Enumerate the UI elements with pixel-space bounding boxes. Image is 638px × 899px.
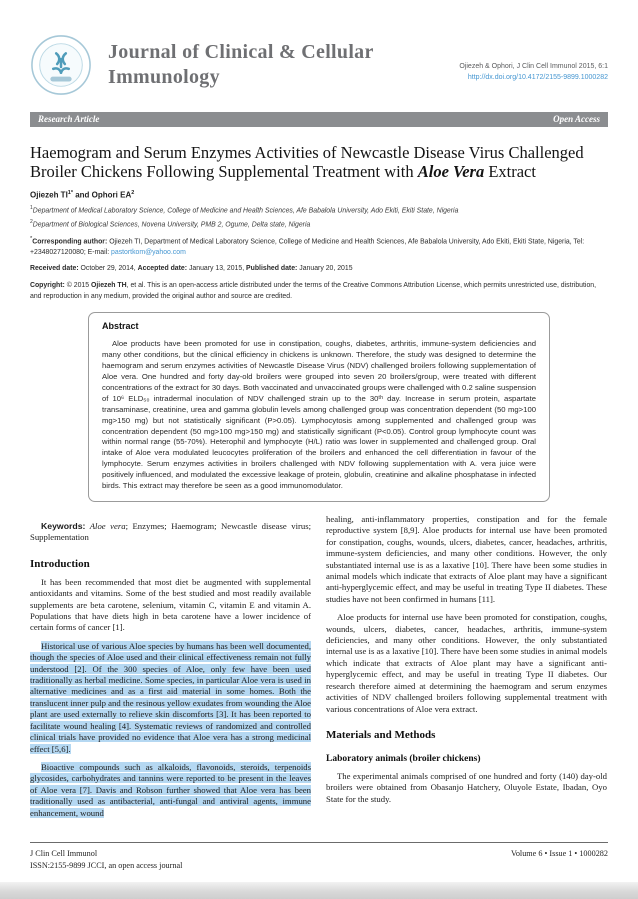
affiliation-2-superscript: 2 <box>30 219 33 226</box>
journal-name-line1: Journal of Clinical & Cellular <box>108 41 374 63</box>
page-bottom-edge <box>0 882 638 899</box>
copyright-label: Copyright: <box>30 281 65 289</box>
article-body <box>30 514 608 819</box>
keywords-line <box>30 521 311 544</box>
footer-journal-name: J Clin Cell Immunol <box>30 849 98 859</box>
abstract-text: Aloe products have been promoted for use in constipation, coughs, diabetes, arthritis, immune-system deficiencies and many other conditions, but the clinical efficiency in chickens is unknown. Therefore, the study was designed to determine the haemogram and serum enzymes activities of Newcastle Disease Virus (NDV) challenged broilers following supplementation of Aloe vera. One hundred and forty day-old broilers were grouped into seven 20 broilers/group, were treated with different concentrations of the extract for 30 days. Both vaccinated and unvaccinated groups were challenged with 0.2 saline suspension of 10⁶ ELD₅₀ intradermal inoculation of NDV challenged strain up to the 30ᵗʰ day. Increase in serum protein, aspartate transaminase, creatinine, urea and gamma globulin levels among challenged group was concentration dependent (50 mg>100 mg>150 mg) but not statistically significant (P>0.05). Lymphocytosis among supplemented and challenged group was concentration dependent (50 mg>100 mg>150 mg) and statistically significant (P<0.05). Control group lymphocyte count was within normal range (55-70%). Heterophil and lymphocyte (H/L) ratio was lower in supplemented and challenged group. Oral intake of Aloe vera modulated leucocytes proliferation of the broilers and enhanced the cell differentiation in favour of the lymphocyte. Serum enzymes activities in broilers challenged with NDV following supplementation with A. vera juice were positively influenced, and modulated the excessive leakage of protein, globulin, creatinine and alkaline phosphatase in infected birds. This extract may therefore be seen as a good immunomodulator. <box>102 339 536 491</box>
masthead <box>30 34 608 106</box>
left-column <box>30 514 311 819</box>
author-2-superscript: 2 <box>131 190 135 197</box>
footer-volume-info: Volume 6 • Issue 1 • 1000282 <box>510 849 608 859</box>
affiliation-2-text: Department of Biological Sciences, Novena University, PMB 2, Ogume, Delta state, Nigeria <box>32 221 311 229</box>
article-title-end: Extract <box>484 162 536 182</box>
copyright-text: , et al. This is an open-access article distributed under the terms of the Creative Commons Attribution License, which permits unrestricted use, distribution, and reproduction in any medium, provided the original author and source are credited. <box>30 281 597 300</box>
keywords-rest: ; Enzymes; Haemogram; Newcastle disease virus; Supplementation <box>30 521 312 543</box>
copyright-year: © 2015 <box>64 281 91 289</box>
open-access-label: Open Access <box>553 114 600 124</box>
corresponding-text: Ojiezeh TI, Department of Medical Laboratory Science, College of Medicine and Health Sciences, Afe Babalola University, Ado Ekiti, Ekiti State, Nigeria, Tel: +2348027120080; E-mail: <box>30 237 585 256</box>
text-selection-highlight: Bioactive compounds such as alkaloids, flavonoids, steroids, terpenoids glycosides, carbohydrates and tannins were reported to be present in the leaves of Aloe vera [7]. Davis and Robson further showed that Aloe vera has been traditionally used as antibacterial, anti-fungal and antiviral agents, immune enhancement, wound <box>30 761 311 818</box>
email-link[interactable]: pastortkom@yahoo.com <box>111 248 186 256</box>
published-date: January 20, 2015 <box>297 265 353 273</box>
copyright-name: Ojiezeh TH <box>91 281 127 289</box>
abstract-box <box>88 312 550 502</box>
received-label: Received date: <box>30 265 79 273</box>
citation-block <box>459 62 608 83</box>
citation-text: Ojiezeh & Ophori, J Clin Cell Immunol 2015, 6:1 <box>459 63 608 70</box>
accepted-label: Accepted date: <box>137 265 188 273</box>
received-date: October 29, 2014, <box>78 265 138 273</box>
accepted-date: January 13, 2015, <box>187 265 247 273</box>
introduction-heading: Introduction <box>30 557 90 570</box>
journal-logo-icon <box>30 34 92 96</box>
author-1-superscript: 1* <box>67 190 73 197</box>
keywords-label: Keywords: <box>41 521 86 531</box>
intro-paragraph-1: It has been recommended that most diet be augmented with supplemental antioxidants and vitamins. Some of the best studied and most readily available supplements are beta carotene, selenium, vitamin C, vitamin E and vitamin A. Populations that have diets high in beta carotene have a lower incidence of certain forms of cancer [1]. <box>30 576 311 633</box>
lab-animals-subheading: Laboratory animals (broiler chickens) <box>326 753 481 764</box>
author-line <box>30 190 608 200</box>
author-1: Ojiezeh TI <box>30 190 68 200</box>
published-label: Published date: <box>246 265 298 273</box>
article-type-bar <box>30 112 608 127</box>
page-footer <box>30 842 608 872</box>
article-title-italic: Aloe Vera <box>417 162 485 182</box>
methods-heading: Materials and Methods <box>326 728 436 741</box>
affiliation-2 <box>30 219 608 228</box>
corresponding-label: Corresponding author: <box>32 237 108 245</box>
corresponding-author <box>30 235 608 259</box>
abstract-heading: Abstract <box>102 321 139 332</box>
text-selection-highlight: Historical use of various Aloe species by humans has been well documented, though the species of Aloe used and their clinical effectiveness remain not fully understood [2]. Of the 300 species of Aloe, only few have been used traditionally as herbal medicine. Some species, in particular Aloe vera is used in alternative medicines and as a first aid material in some homes. Both the translucent inner pulp and the resinous yellow exudates from wounding the Aloe plant are used externally to relieve skin discomforts [3]. It has been reported to facilitate wound healing [4]. Systematic reviews of randomized and controlled clinical trials have provided no evidence that Aloe vera has a strong medicinal effect [5,6]. <box>30 640 311 754</box>
article-title-text: Haemogram and Serum Enzymes Activities of Newcastle Disease Virus Challenged Broiler Chickens Following Supplemental Treatment with <box>30 143 584 182</box>
intro-paragraph-3-highlighted <box>30 762 311 819</box>
author-2: and Ophori EA <box>73 190 132 200</box>
footer-issn: ISSN:2155-9899 JCCI, an open access journal <box>30 861 183 871</box>
journal-name-line2: Immunology <box>108 66 220 88</box>
right-column <box>326 514 607 819</box>
article-type-label: Research Article <box>38 114 100 124</box>
copyright-notice <box>30 281 608 302</box>
footer-left <box>30 848 182 872</box>
body-paragraph-2: Aloe products for internal use have been promoted for constipation, coughs, wounds, ulcers, diabetes, cancer, headaches, arthritis, immune-system deficiencies, and many other conditions. However, the only substantiated internal use is as a laxative [10]. There have been some studies in animal models which indicate that extracts of Aloe plant may have a significant anti-hyperglycemic effect, and may be useful in treating Type II diabetes. Our research therefore aimed at determining the haemogram and serum enzymes activities of NDV challenged broilers following supplemental treatment with various concentrations of Aloe vera extract. <box>326 612 607 714</box>
journal-name <box>108 34 374 90</box>
doi-link[interactable]: http://dx.doi.org/10.4172/2155-9899.1000282 <box>467 73 608 81</box>
affiliation-1-superscript: 1 <box>30 204 33 211</box>
affiliation-1-text: Department of Medical Laboratory Science, College of Medicine and Health Sciences, Afe Babalola University, Ado Ekiti, Ekiti State, Nigeria <box>32 207 459 215</box>
keywords-italic-term: Aloe vera <box>85 521 126 531</box>
methods-paragraph-1: The experimental animals comprised of one hundred and forty (140) day-old broilers were obtained from Obasanjo Hatchery, Oluyole Estate, Ibadan, Oyo State for the study. <box>326 770 607 804</box>
corresponding-superscript: * <box>30 235 33 242</box>
intro-paragraph-2-highlighted <box>30 641 311 755</box>
dates-line <box>30 264 608 275</box>
affiliation-1 <box>30 205 608 214</box>
continuation-paragraph: healing, anti-inflammatory properties, constipation and for the female reproductive system [8,9]. Aloe products for internal use have been promoted for constipation, coughs, wounds, ulcers, diabetes, cancer, headaches, arthritis, immune-system deficiencies, and many other conditions. However, the only substantiated internal use is as a laxative [10]. There have been some studies in animal models which indicate that extracts of Aloe plant may have a significant anti-hyperglycemic effect, and may be useful in treating Type II diabetes. These studies have not been confirmed in humans [11]. <box>326 514 607 604</box>
article-title <box>30 143 608 181</box>
